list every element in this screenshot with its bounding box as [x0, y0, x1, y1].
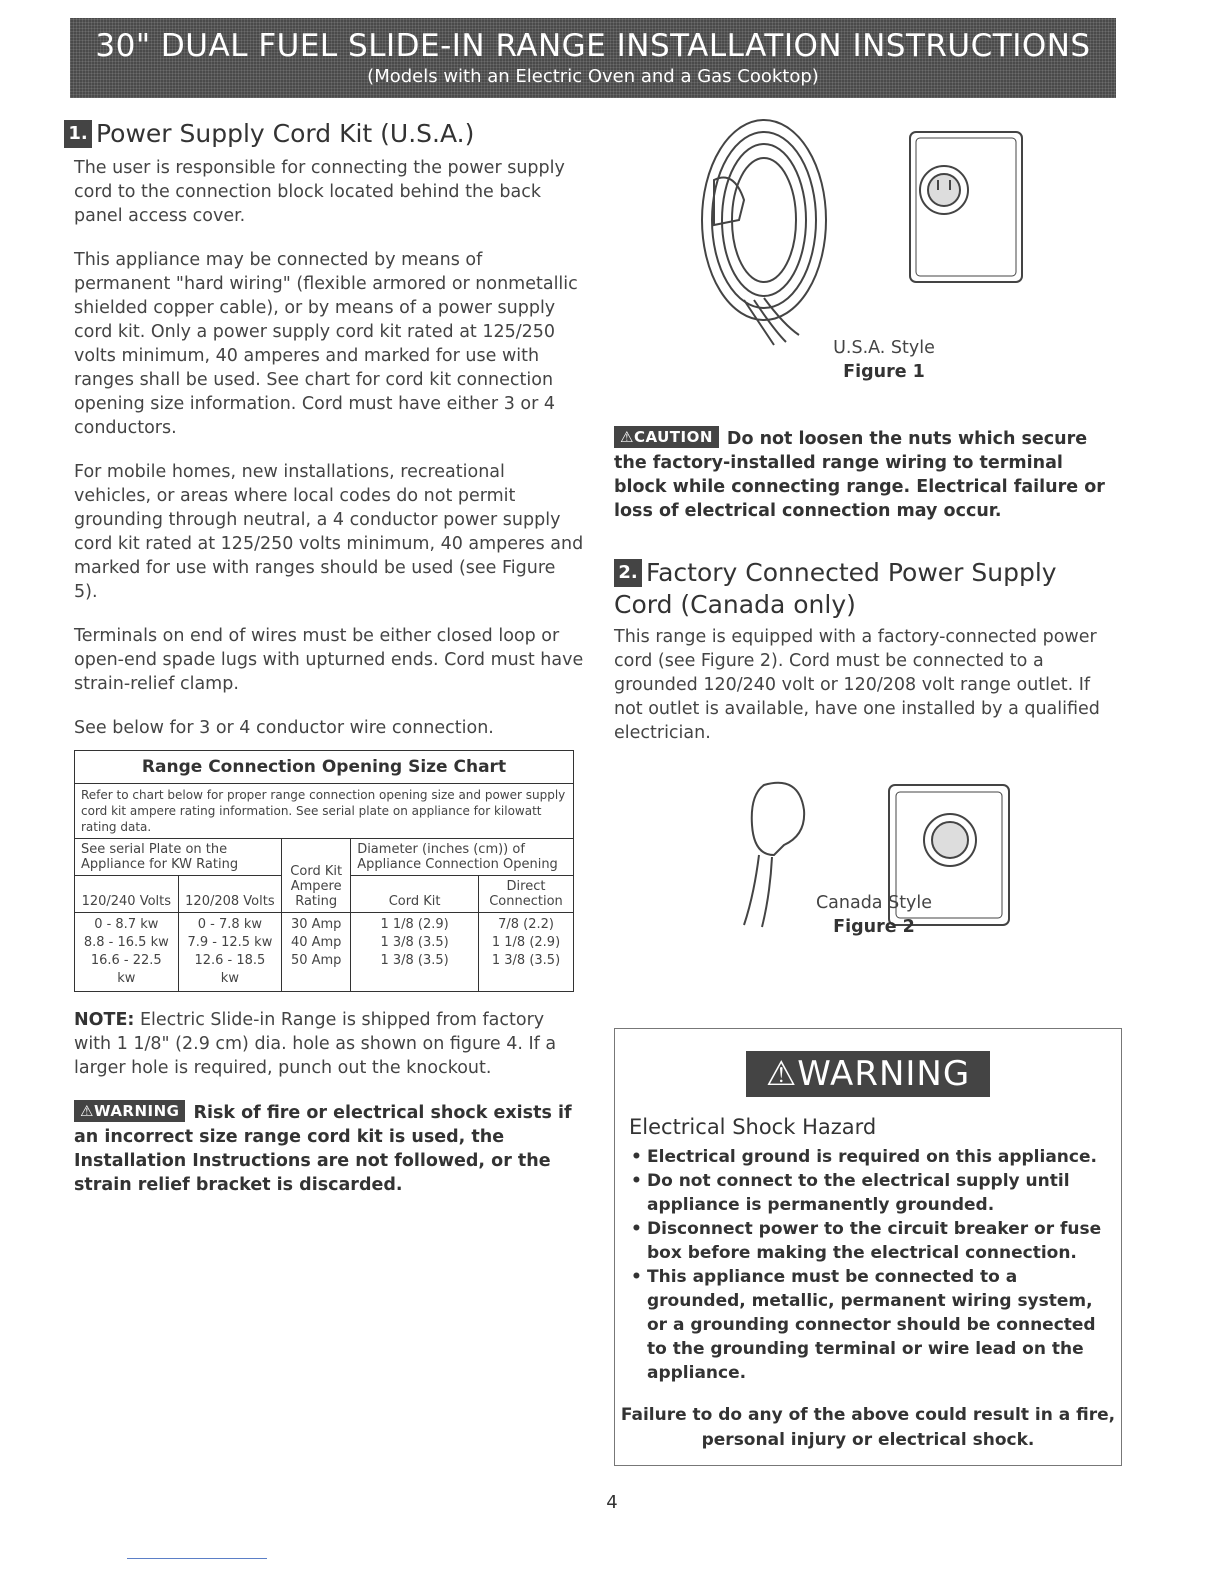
range-connection-chart: [74, 750, 574, 992]
figure-2-label: Figure 2: [833, 917, 915, 937]
list-item: • Do not connect to the electrical supply until appliance is permanently grounded.: [629, 1169, 1105, 1217]
section-1-paragraph: The user is responsible for connecting the power supply cord to the connection block located behind the back panel access cover.: [74, 158, 565, 226]
caution-triangle-icon: ⚠: [620, 428, 634, 446]
left-column: [68, 118, 584, 1197]
chart-cell: 7.9 - 12.5 kw: [187, 935, 273, 950]
note-paragraph: [74, 1008, 584, 1080]
chart-cell: 1 3/8 (3.5): [380, 953, 449, 968]
chart-ampere-header: Cord Kit Ampere Rating: [282, 839, 351, 913]
chart-cell: 1 1/8 (2.9): [380, 917, 449, 932]
chart-cell: 1 1/8 (2.9): [491, 935, 561, 950]
chart-note: Refer to chart below for proper range connection opening size and power supply cord kit ampere rating information. See serial plate on appliance for kilowatt rating data.: [75, 784, 574, 839]
figure-2: [614, 765, 1120, 995]
chart-cell: 8.8 - 16.5 kw: [83, 935, 169, 950]
caution-paragraph: [614, 426, 1120, 523]
list-item: • This appliance must be connected to a grounded, metallic, permanent wiring system, or a grounding connector should be connected to the grounding terminal or wire lead on the appliance.: [629, 1265, 1105, 1385]
section-1-paragraph: For mobile homes, new installations, recreational vehicles, or areas where local codes do not permit grounding through neutral, a 4 conductor power supply cord kit rated at 125/250 volts minimum, 40 amperes and marked for use with ranges should be used (see Figure 5).: [74, 462, 584, 602]
section-2-heading: [614, 557, 1120, 589]
chart-title: Range Connection Opening Size Chart: [75, 751, 574, 784]
caution-badge: [614, 426, 719, 448]
chart-cell: 0 - 7.8 kw: [197, 917, 262, 932]
wall-outlet-illustration: [910, 132, 1022, 282]
section-1-paragraph: Terminals on end of wires must be either closed loop or open-end spade lugs with upturned ends. Cord must have strain-relief clamp.: [74, 626, 584, 694]
section-2-paragraph: This range is equipped with a factory-connected power cord (see Figure 2). Cord must be connected to a grounded 120/240 volt or 120/208 volt range outlet. If not outlet is available, have one installed by a qualified electrician.: [614, 627, 1100, 743]
document-title: 30" DUAL FUEL SLIDE-IN RANGE INSTALLATION INSTRUCTIONS: [95, 28, 1091, 64]
warning-badge-label: WARNING: [93, 1102, 180, 1120]
list-item: • Disconnect power to the circuit breaker or fuse box before making the electrical connection.: [629, 1217, 1105, 1265]
section-2-title-line-2: Cord (Canada only): [614, 590, 856, 619]
section-1-heading: [64, 118, 584, 150]
note-text: Electric Slide-in Range is shipped from factory with 1 1/8" (2.9 cm) dia. hole as shown on figure 4. If a larger hole is required, punch out the knockout.: [74, 1010, 557, 1078]
right-column: [614, 110, 1120, 995]
chart-group-kw: See serial Plate on the Appliance for KW Rating: [75, 839, 282, 876]
section-2-title-line-1: Factory Connected Power Supply: [646, 558, 1057, 587]
caution-text: Do not loosen the nuts which secure the factory-installed range wiring to terminal block while connecting range. Electrical failure or loss of electrical connection may occur.: [614, 429, 1105, 521]
section-2-number: 2.: [614, 559, 642, 587]
warning-box-title: Electrical Shock Hazard: [629, 1115, 877, 1139]
chart-cell: 30 Amp: [290, 917, 342, 932]
chart-cell: 1 3/8 (3.5): [380, 935, 449, 950]
section-1-paragraph: See below for 3 or 4 conductor wire connection.: [74, 718, 494, 738]
chart-col-240: 120/240 Volts: [75, 876, 179, 913]
chart-cell: 1 3/8 (3.5): [491, 953, 561, 968]
section-1-paragraph: This appliance may be connected by means of permanent "hard wiring" (flexible armored or nonmetallic shielded copper cable), or by means of a power supply cord kit. Only a power supply cord kit rated at 125/250 volts minimum, 40 amperes and marked for use with ranges shall be used. See chart for cord kit connection opening size information. Cord must have either 3 or 4 conductors.: [74, 250, 578, 438]
note-label: NOTE:: [74, 1010, 135, 1030]
page-number: 4: [606, 1492, 618, 1513]
chart-col-direct: Direct Connection: [479, 876, 574, 913]
section-1-number: 1.: [64, 120, 92, 148]
warning-triangle-icon: ⚠: [80, 1102, 94, 1120]
figure-1: [614, 110, 1120, 390]
chart-col-208: 120/208 Volts: [178, 876, 282, 913]
chart-col-cordkit: Cord Kit: [351, 876, 479, 913]
caution-badge-label: CAUTION: [633, 428, 713, 446]
figure-1-caption: U.S.A. Style: [833, 338, 935, 358]
section-1-title: Power Supply Cord Kit (U.S.A.): [96, 119, 475, 148]
warning-box-footer: Failure to do any of the above could result in a fire, personal injury or electrical shock.: [620, 1405, 1116, 1450]
warning-banner: [746, 1051, 990, 1097]
chart-cell: 16.6 - 22.5 kw: [90, 953, 162, 986]
chart-cell: 50 Amp: [290, 953, 342, 968]
footer-divider: [127, 1558, 267, 1559]
fire-warning-text: Risk of fire or electrical shock exists if an incorrect size range cord kit is used, the Installation Instructions are not followed, or the strain relief bracket is discarded.: [74, 1103, 572, 1195]
chart-cell: 7/8 (2.2): [498, 917, 554, 932]
list-item: • Electrical ground is required on this appliance.: [629, 1145, 1105, 1169]
power-cord-coil-illustration: [614, 110, 1120, 360]
chart-group-diameter: Diameter (inches (cm)) of Appliance Connection Opening: [351, 839, 574, 876]
fire-warning: [74, 1100, 584, 1197]
warning-badge: [74, 1100, 185, 1122]
figure-1-label: Figure 1: [843, 362, 925, 382]
warning-banner-label: WARNING: [797, 1054, 971, 1094]
chart-cell: 12.6 - 18.5 kw: [194, 953, 266, 986]
chart-data-row: [75, 913, 574, 992]
chart-cell: 40 Amp: [290, 935, 342, 950]
document-subtitle: (Models with an Electric Oven and a Gas Cooktop): [367, 66, 819, 87]
warning-banner-triangle-icon: ⚠: [765, 1054, 798, 1094]
figure-2-caption: Canada Style: [815, 893, 933, 913]
warning-box-list: [629, 1145, 1105, 1385]
title-banner: [70, 18, 1116, 98]
chart-cell: 0 - 8.7 kw: [94, 917, 159, 932]
electrical-shock-warning-box: [614, 1028, 1122, 1466]
